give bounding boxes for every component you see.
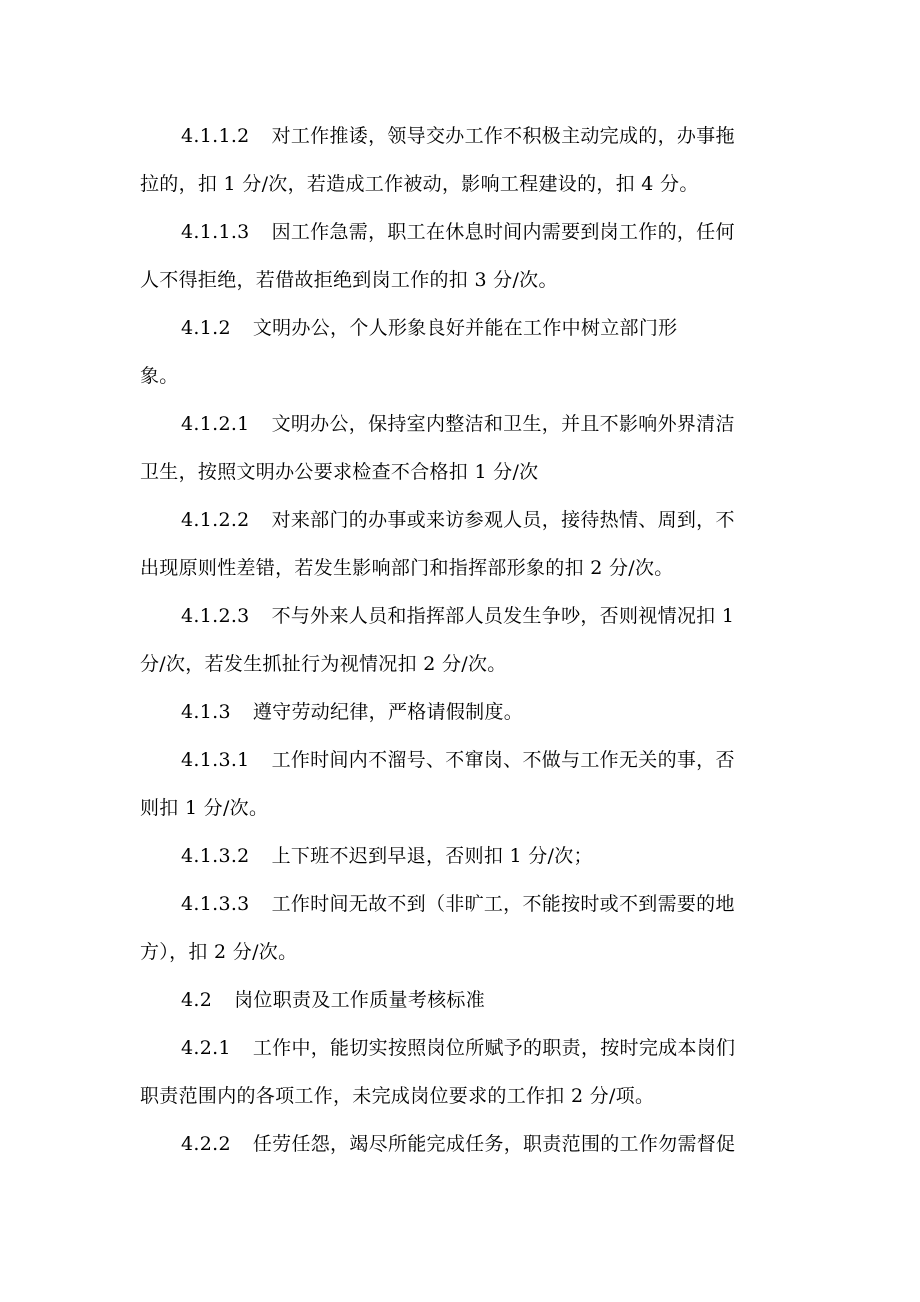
clause-continuation bbox=[140, 1084, 654, 1108]
clause-text: 任劳任怨，竭尽所能完成任务，职责范围的工作勿需督促 bbox=[252, 1133, 736, 1155]
clause-text: 文明办公，个人形象良好并能在工作中树立部门形 bbox=[252, 317, 678, 339]
clause-number: 4.1.2.3 bbox=[181, 605, 250, 627]
clause-continuation bbox=[140, 268, 558, 292]
clause-text: 职责范围内的各项工作，未完成岗位要求的工作扣 2 分/项。 bbox=[140, 1085, 655, 1107]
clause-number: 4.1.3 bbox=[181, 701, 231, 723]
clause-number: 4.1.3.1 bbox=[181, 749, 250, 771]
clause-continuation bbox=[140, 556, 674, 580]
clause-line bbox=[181, 508, 735, 532]
clause-line bbox=[181, 316, 677, 340]
clause-text: 方），扣 2 分/次。 bbox=[140, 941, 298, 963]
clause-line bbox=[181, 844, 593, 868]
clause-line bbox=[181, 124, 735, 148]
clause-text: 工作时间无故不到（非旷工，不能按时或不到需要的地 bbox=[271, 893, 735, 915]
clause-line bbox=[181, 604, 734, 628]
clause-text: 拉的，扣 1 分/次，若造成工作被动，影响工程建设的，扣 4 分。 bbox=[140, 173, 699, 195]
clause-number: 4.1.2.2 bbox=[181, 509, 250, 531]
clause-continuation bbox=[140, 652, 507, 676]
clause-continuation bbox=[140, 172, 699, 196]
clause-text: 因工作急需，职工在休息时间内需要到岗工作的，任何 bbox=[271, 221, 735, 243]
clause-text: 分/次，若发生抓扯行为视情况扣 2 分/次。 bbox=[140, 653, 507, 675]
clause-text: 出现原则性差错，若发生影响部门和指挥部形象的扣 2 分/次。 bbox=[140, 557, 674, 579]
clause-number: 4.2 bbox=[181, 989, 213, 1011]
clause-text: 对来部门的办事或来访参观人员，接待热情、周到，不 bbox=[271, 509, 735, 531]
clause-text: 则扣 1 分/次。 bbox=[140, 797, 269, 819]
clause-line bbox=[181, 220, 735, 244]
clause-text: 岗位职责及工作质量考核标准 bbox=[234, 989, 486, 1011]
clause-number: 4.1.1.3 bbox=[181, 221, 250, 243]
clause-line bbox=[181, 1036, 735, 1060]
clause-continuation bbox=[140, 940, 297, 964]
clause-number: 4.1.2.1 bbox=[181, 413, 250, 435]
clause-number: 4.1.3.3 bbox=[181, 893, 250, 915]
clause-text: 对工作推诿，领导交办工作不积极主动完成的，办事拖 bbox=[271, 125, 735, 147]
clause-line bbox=[181, 412, 735, 436]
clause-text: 工作时间内不溜号、不窜岗、不做与工作无关的事，否 bbox=[271, 749, 735, 771]
clause-text: 人不得拒绝，若借故拒绝到岗工作的扣 3 分/次。 bbox=[140, 269, 558, 291]
section-heading bbox=[181, 988, 485, 1012]
clause-number: 4.1.3.2 bbox=[181, 845, 250, 867]
clause-text: 卫生，按照文明办公要求检查不合格扣 1 分/次 bbox=[140, 461, 539, 483]
clause-number: 4.2.1 bbox=[181, 1037, 231, 1059]
clause-number: 4.2.2 bbox=[181, 1133, 231, 1155]
clause-text: 文明办公，保持室内整洁和卫生，并且不影响外界清洁 bbox=[271, 413, 735, 435]
clause-continuation bbox=[140, 460, 538, 484]
clause-line bbox=[181, 700, 523, 724]
clause-text: 上下班不迟到早退，否则扣 1 分/次； bbox=[271, 845, 593, 867]
clause-continuation bbox=[140, 364, 179, 388]
clause-line bbox=[181, 748, 735, 772]
clause-text: 工作中，能切实按照岗位所赋予的职责，按时完成本岗们 bbox=[252, 1037, 736, 1059]
clause-line bbox=[181, 892, 735, 916]
clause-number: 4.1.1.2 bbox=[181, 125, 250, 147]
clause-number: 4.1.2 bbox=[181, 317, 231, 339]
clause-text: 象。 bbox=[140, 365, 179, 387]
clause-text: 不与外来人员和指挥部人员发生争吵，否则视情况扣 1 bbox=[271, 605, 735, 627]
clause-continuation bbox=[140, 796, 268, 820]
clause-line bbox=[181, 1132, 735, 1156]
clause-text: 遵守劳动纪律，严格请假制度。 bbox=[252, 701, 524, 723]
